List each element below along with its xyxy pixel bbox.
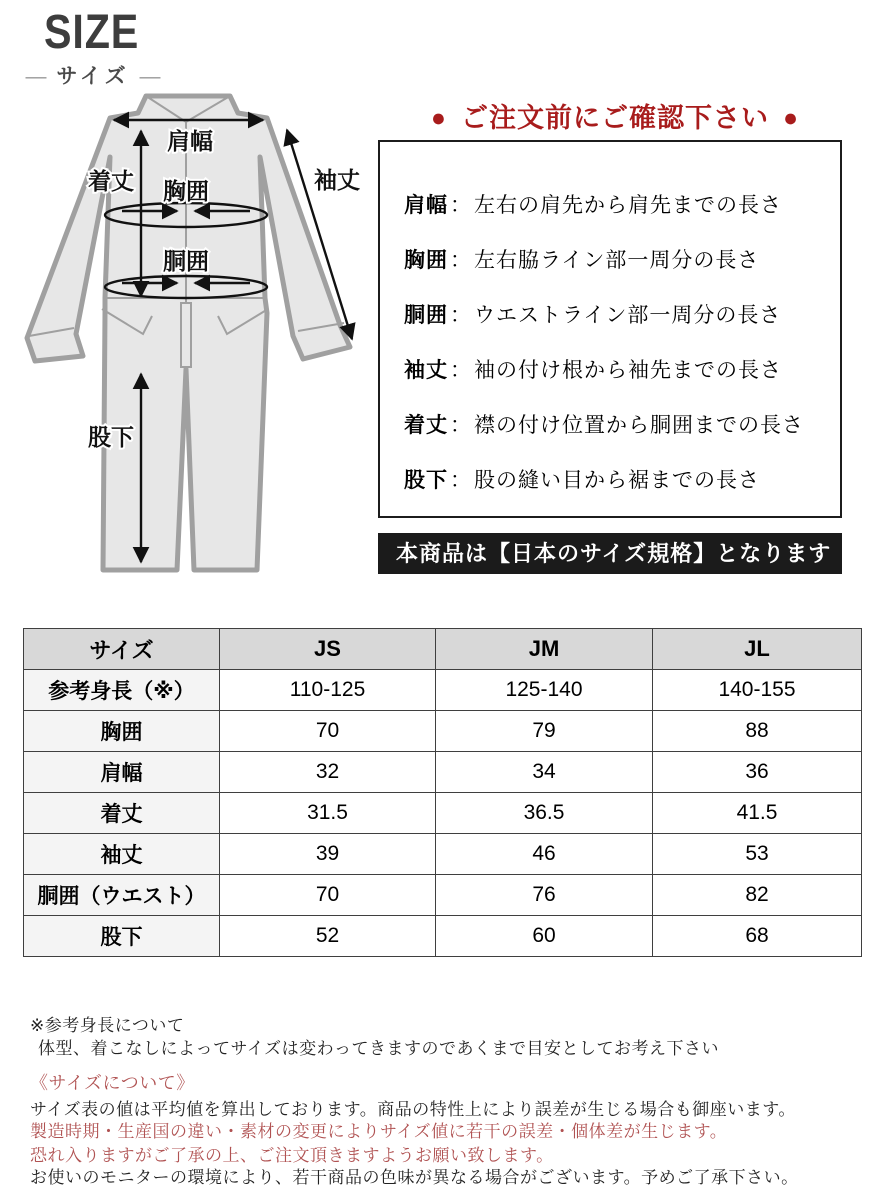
cell-value: 53 (653, 834, 862, 875)
definition-desc: 袖の付け根から袖先までの長さ (474, 358, 782, 382)
cell-value: 31.5 (220, 793, 436, 834)
note-tolerance-red: 製造時期・生産国の違い・素材の変更によりサイズ値に若干の誤差・個体差が生じます。 (30, 1122, 728, 1141)
definition-separator: ： (450, 248, 472, 272)
row-label: 胸囲 (24, 711, 220, 752)
shoulder-width-label: 肩幅 (167, 128, 213, 154)
cell-value: 39 (220, 834, 436, 875)
subtitle-text: サイズ (56, 65, 130, 88)
measurement-definitions-box (378, 140, 842, 518)
cell-value: 52 (220, 916, 436, 957)
note-average-values: サイズ表の値は平均値を算出しております。商品の特性上により誤差が生じる場合も御座います。 (30, 1100, 796, 1119)
subtitle-dash-right: — (139, 65, 161, 88)
definition-term: 着丈 (404, 413, 448, 437)
table-row (24, 711, 862, 752)
definition-separator: ： (450, 413, 472, 437)
definition-row (404, 396, 840, 451)
row-label: 肩幅 (24, 752, 220, 793)
definition-row (404, 176, 840, 231)
cell-value: 76 (436, 875, 653, 916)
waist-label: 胴囲 (163, 248, 209, 274)
cell-value: 88 (653, 711, 862, 752)
table-row (24, 670, 862, 711)
table-row (24, 834, 862, 875)
col-header-jl: JL (653, 629, 862, 670)
definition-separator: ： (450, 468, 472, 492)
subtitle-dash-left: — (25, 65, 47, 88)
row-label: 参考身長（※） (24, 670, 220, 711)
definition-term: 胸囲 (404, 248, 448, 272)
cell-value: 36.5 (436, 793, 653, 834)
cell-value: 41.5 (653, 793, 862, 834)
japan-size-notice-bar: 本商品は【日本のサイズ規格】となります (378, 533, 842, 574)
definition-term: 肩幅 (404, 193, 448, 217)
cell-value: 70 (220, 711, 436, 752)
definition-term: 胴囲 (404, 303, 448, 327)
cell-value: 32 (220, 752, 436, 793)
cell-value: 140-155 (653, 670, 862, 711)
table-header-row (24, 629, 862, 670)
definition-term: 股下 (404, 468, 448, 492)
definition-separator: ： (450, 358, 472, 382)
note-size-section-title: 《サイズについて》 (30, 1073, 195, 1093)
definition-desc: 股の縫い目から裾までの長さ (474, 468, 760, 492)
body-length-label: 着丈 (88, 168, 134, 194)
col-header-size: サイズ (24, 629, 220, 670)
col-header-js: JS (220, 629, 436, 670)
table-row (24, 875, 862, 916)
definition-term: 袖丈 (404, 358, 448, 382)
definition-separator: ： (450, 193, 472, 217)
chest-label: 胸囲 (163, 178, 209, 204)
table-row (24, 916, 862, 957)
definition-desc: ウエストライン部一周分の長さ (474, 303, 782, 327)
note-height-heading: ※参考身長について (30, 1016, 185, 1035)
row-label: 胴囲（ウエスト） (24, 875, 220, 916)
bullet-icon: ● (783, 104, 800, 132)
garment-measurement-diagram (10, 85, 370, 585)
confirm-title-text: ご注文前にご確認下さい (461, 103, 769, 133)
row-label: 袖丈 (24, 834, 220, 875)
cell-value: 36 (653, 752, 862, 793)
inseam-label: 股下 (88, 424, 134, 450)
table-row (24, 752, 862, 793)
cell-value: 82 (653, 875, 862, 916)
definition-row (404, 451, 840, 506)
sleeve-length-label: 袖丈 (314, 167, 360, 193)
note-monitor-color: お使いのモニターの環境により、若干商品の色味が異なる場合がございます。予めご了承下さい。 (30, 1168, 799, 1187)
cell-value: 34 (436, 752, 653, 793)
cell-value: 125-140 (436, 670, 653, 711)
note-apology-red: 恐れ入りますがご了承の上、ご注文頂きますようお願い致します。 (30, 1146, 554, 1165)
definition-row (404, 341, 840, 396)
row-label: 股下 (24, 916, 220, 957)
bullet-icon: ● (430, 104, 447, 132)
definition-row (404, 231, 840, 286)
col-header-jm: JM (436, 629, 653, 670)
note-height-body: 体型、着こなしによってサイズは変わってきますのであくまで目安としてお考え下さい (38, 1039, 719, 1058)
page-title: SIZE (44, 6, 140, 59)
row-label: 着丈 (24, 793, 220, 834)
table-row (24, 793, 862, 834)
cell-value: 110-125 (220, 670, 436, 711)
definition-desc: 襟の付け位置から胴囲までの長さ (474, 413, 804, 437)
cell-value: 79 (436, 711, 653, 752)
definition-separator: ： (450, 303, 472, 327)
definition-row (404, 286, 840, 341)
definition-desc: 左右の肩先から肩先までの長さ (474, 193, 782, 217)
definition-desc: 左右脇ライン部一周分の長さ (474, 248, 760, 272)
confirm-panel-title (375, 96, 855, 135)
cell-value: 46 (436, 834, 653, 875)
cell-value: 68 (653, 916, 862, 957)
cell-value: 60 (436, 916, 653, 957)
size-table (23, 628, 862, 957)
cell-value: 70 (220, 875, 436, 916)
zipper-placket (181, 303, 191, 367)
